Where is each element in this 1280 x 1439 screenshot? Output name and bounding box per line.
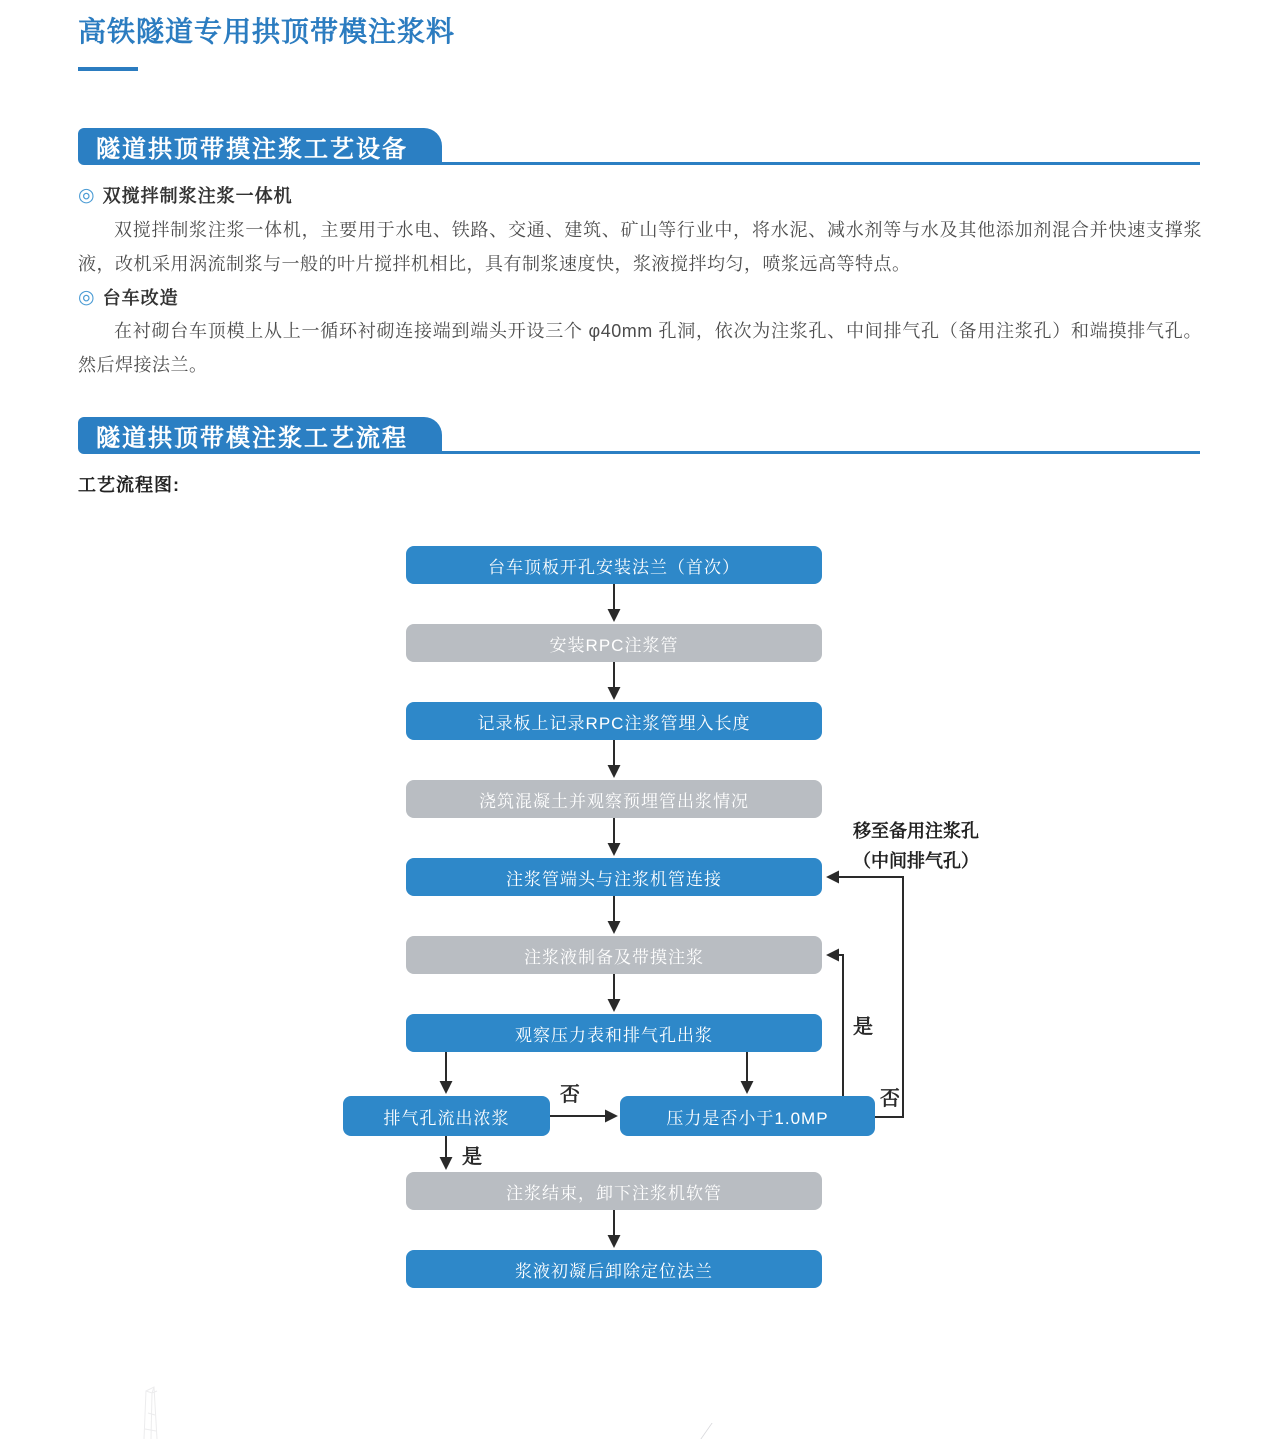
flow-node-install-flange: 台车顶板开孔安装法兰（首次） xyxy=(406,546,822,584)
edge-label-no-2: 否 xyxy=(880,1088,900,1110)
edge-label-yes-1: 是 xyxy=(462,1146,482,1168)
flow-node-pour-concrete: 浇筑混凝土并观察预埋管出浆情况 xyxy=(406,780,822,818)
watermark-building-sketch xyxy=(130,1383,190,1439)
flow-annotation-line2: （中间排气孔） xyxy=(853,851,979,871)
double-circle-bullet-icon: ◎ xyxy=(78,184,95,206)
flow-annotation-backup-hole xyxy=(836,816,996,876)
paragraph-mixer: 双搅拌制浆注浆一体机，主要用于水电、铁路、交通、建筑、矿山等行业中，将水泥、减水剂等与水及其他添加剂混合并快速支撑浆液，改机采用涡流制浆与一般的叶片搅拌机相比，具有制浆速度快，浆液搅拌均匀，喷浆远高等特点。 xyxy=(78,220,1202,274)
flow-node-connect-machine: 注浆管端头与注浆机管连接 xyxy=(406,858,822,896)
flowchart-caption: 工艺流程图: xyxy=(78,475,180,495)
edge-label-yes-2: 是 xyxy=(853,1016,873,1038)
flow-node-vent-thick-slurry: 排气孔流出浓浆 xyxy=(343,1096,550,1136)
flow-node-pressure-check: 压力是否小于1.0MP xyxy=(620,1096,875,1136)
section-badge-process-label: 隧道拱顶带模注浆工艺流程 xyxy=(96,425,408,452)
flow-node-record-embed-length: 记录板上记录RPC注浆管埋入长度 xyxy=(406,702,822,740)
flow-annotation-line1: 移至备用注浆孔 xyxy=(853,821,979,841)
flow-node-observe-pressure: 观察压力表和排气孔出浆 xyxy=(406,1014,822,1052)
page-title: 高铁隧道专用拱顶带模注浆料 xyxy=(78,16,456,47)
arrow-n9-no-loop-n5 xyxy=(828,877,903,1117)
arrow-n9-yes-loop-n6 xyxy=(828,955,843,1096)
flow-node-finish-remove-hose: 注浆结束，卸下注浆机软管 xyxy=(406,1172,822,1210)
flow-node-install-rpc-pipe: 安装RPC注浆管 xyxy=(406,624,822,662)
flow-node-remove-flange: 浆液初凝后卸除定位法兰 xyxy=(406,1250,822,1288)
section-badge-equipment-label: 隧道拱顶带摸注浆工艺设备 xyxy=(96,136,408,163)
edge-label-no-1: 否 xyxy=(560,1084,580,1106)
flow-node-prepare-grout: 注浆液制备及带摸注浆 xyxy=(406,936,822,974)
bullet-heading-mixer: 双搅拌制浆注浆一体机 xyxy=(102,186,293,206)
double-circle-bullet-icon: ◎ xyxy=(78,286,95,308)
paragraph-trolley: 在衬砌台车顶模上从上一循环衬砌连接端到端头开设三个 φ40mm 孔洞，依次为注浆孔、中间排气孔（备用注浆孔）和端摸排气孔。然后焊接法兰。 xyxy=(78,321,1202,375)
bullet-heading-trolley: 台车改造 xyxy=(102,288,179,308)
